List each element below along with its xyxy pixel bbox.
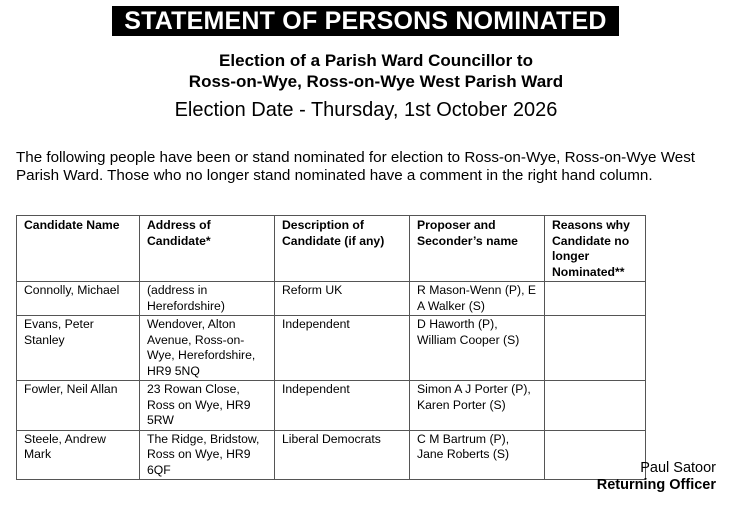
reason-not-nominated — [545, 282, 646, 316]
candidate-description: Reform UK — [275, 282, 410, 316]
candidate-address: (address in Herefordshire) — [140, 282, 275, 316]
table-row — [17, 430, 646, 480]
proposer-seconder: Simon A J Porter (P), Karen Porter (S) — [410, 381, 545, 431]
table-header-row — [17, 216, 646, 282]
header-proposer-seconder: Proposer and Seconder’s name — [410, 216, 545, 282]
returning-officer-title: Returning Officer — [596, 477, 716, 493]
candidate-name: Fowler, Neil Allan — [17, 381, 140, 431]
proposer-seconder: D Haworth (P), William Cooper (S) — [410, 316, 545, 381]
candidate-address: Wendover, Alton Avenue, Ross-on-Wye, Herefordshire, HR9 5NQ — [140, 316, 275, 381]
header-reasons: Reasons why Candidate no longer Nominated** — [545, 216, 646, 282]
table-row — [17, 316, 646, 381]
election-subtitle-line2: Ross-on-Wye, Ross-on-Wye West Parish Ward — [188, 72, 564, 91]
proposer-seconder: C M Bartrum (P), Jane Roberts (S) — [410, 430, 545, 480]
candidate-address: The Ridge, Bridstow, Ross on Wye, HR9 6QF — [140, 430, 275, 480]
proposer-seconder: R Mason-Wenn (P), E A Walker (S) — [410, 282, 545, 316]
document-title: STATEMENT OF PERSONS NOMINATED — [112, 6, 619, 36]
candidate-description: Independent — [275, 316, 410, 381]
candidate-description: Liberal Democrats — [275, 430, 410, 480]
candidate-address: 23 Rowan Close, Ross on Wye, HR9 5RW — [140, 381, 275, 431]
reason-not-nominated — [545, 316, 646, 381]
election-date: Election Date - Thursday, 1st October 2026 — [174, 99, 558, 121]
table-row — [17, 282, 646, 316]
nominations-table — [16, 215, 646, 480]
returning-officer-name: Paul Satoor — [640, 460, 716, 476]
header-candidate-name: Candidate Name — [17, 216, 140, 282]
reason-not-nominated — [545, 381, 646, 431]
election-subtitle-line1: Election of a Parish Ward Councillor to — [219, 51, 533, 70]
candidate-name: Evans, Peter Stanley — [17, 316, 140, 381]
intro-paragraph: The following people have been or stand nominated for election to Ross-on-Wye, Ross-on-Wye West Parish Ward. Those who no longer stand nominated have a comment in the right hand column. — [16, 149, 696, 184]
candidate-name: Steele, Andrew Mark — [17, 430, 140, 480]
candidate-description: Independent — [275, 381, 410, 431]
header-address: Address of Candidate* — [140, 216, 275, 282]
header-description: Description of Candidate (if any) — [275, 216, 410, 282]
table-row — [17, 381, 646, 431]
reason-not-nominated — [545, 430, 646, 480]
candidate-name: Connolly, Michael — [17, 282, 140, 316]
